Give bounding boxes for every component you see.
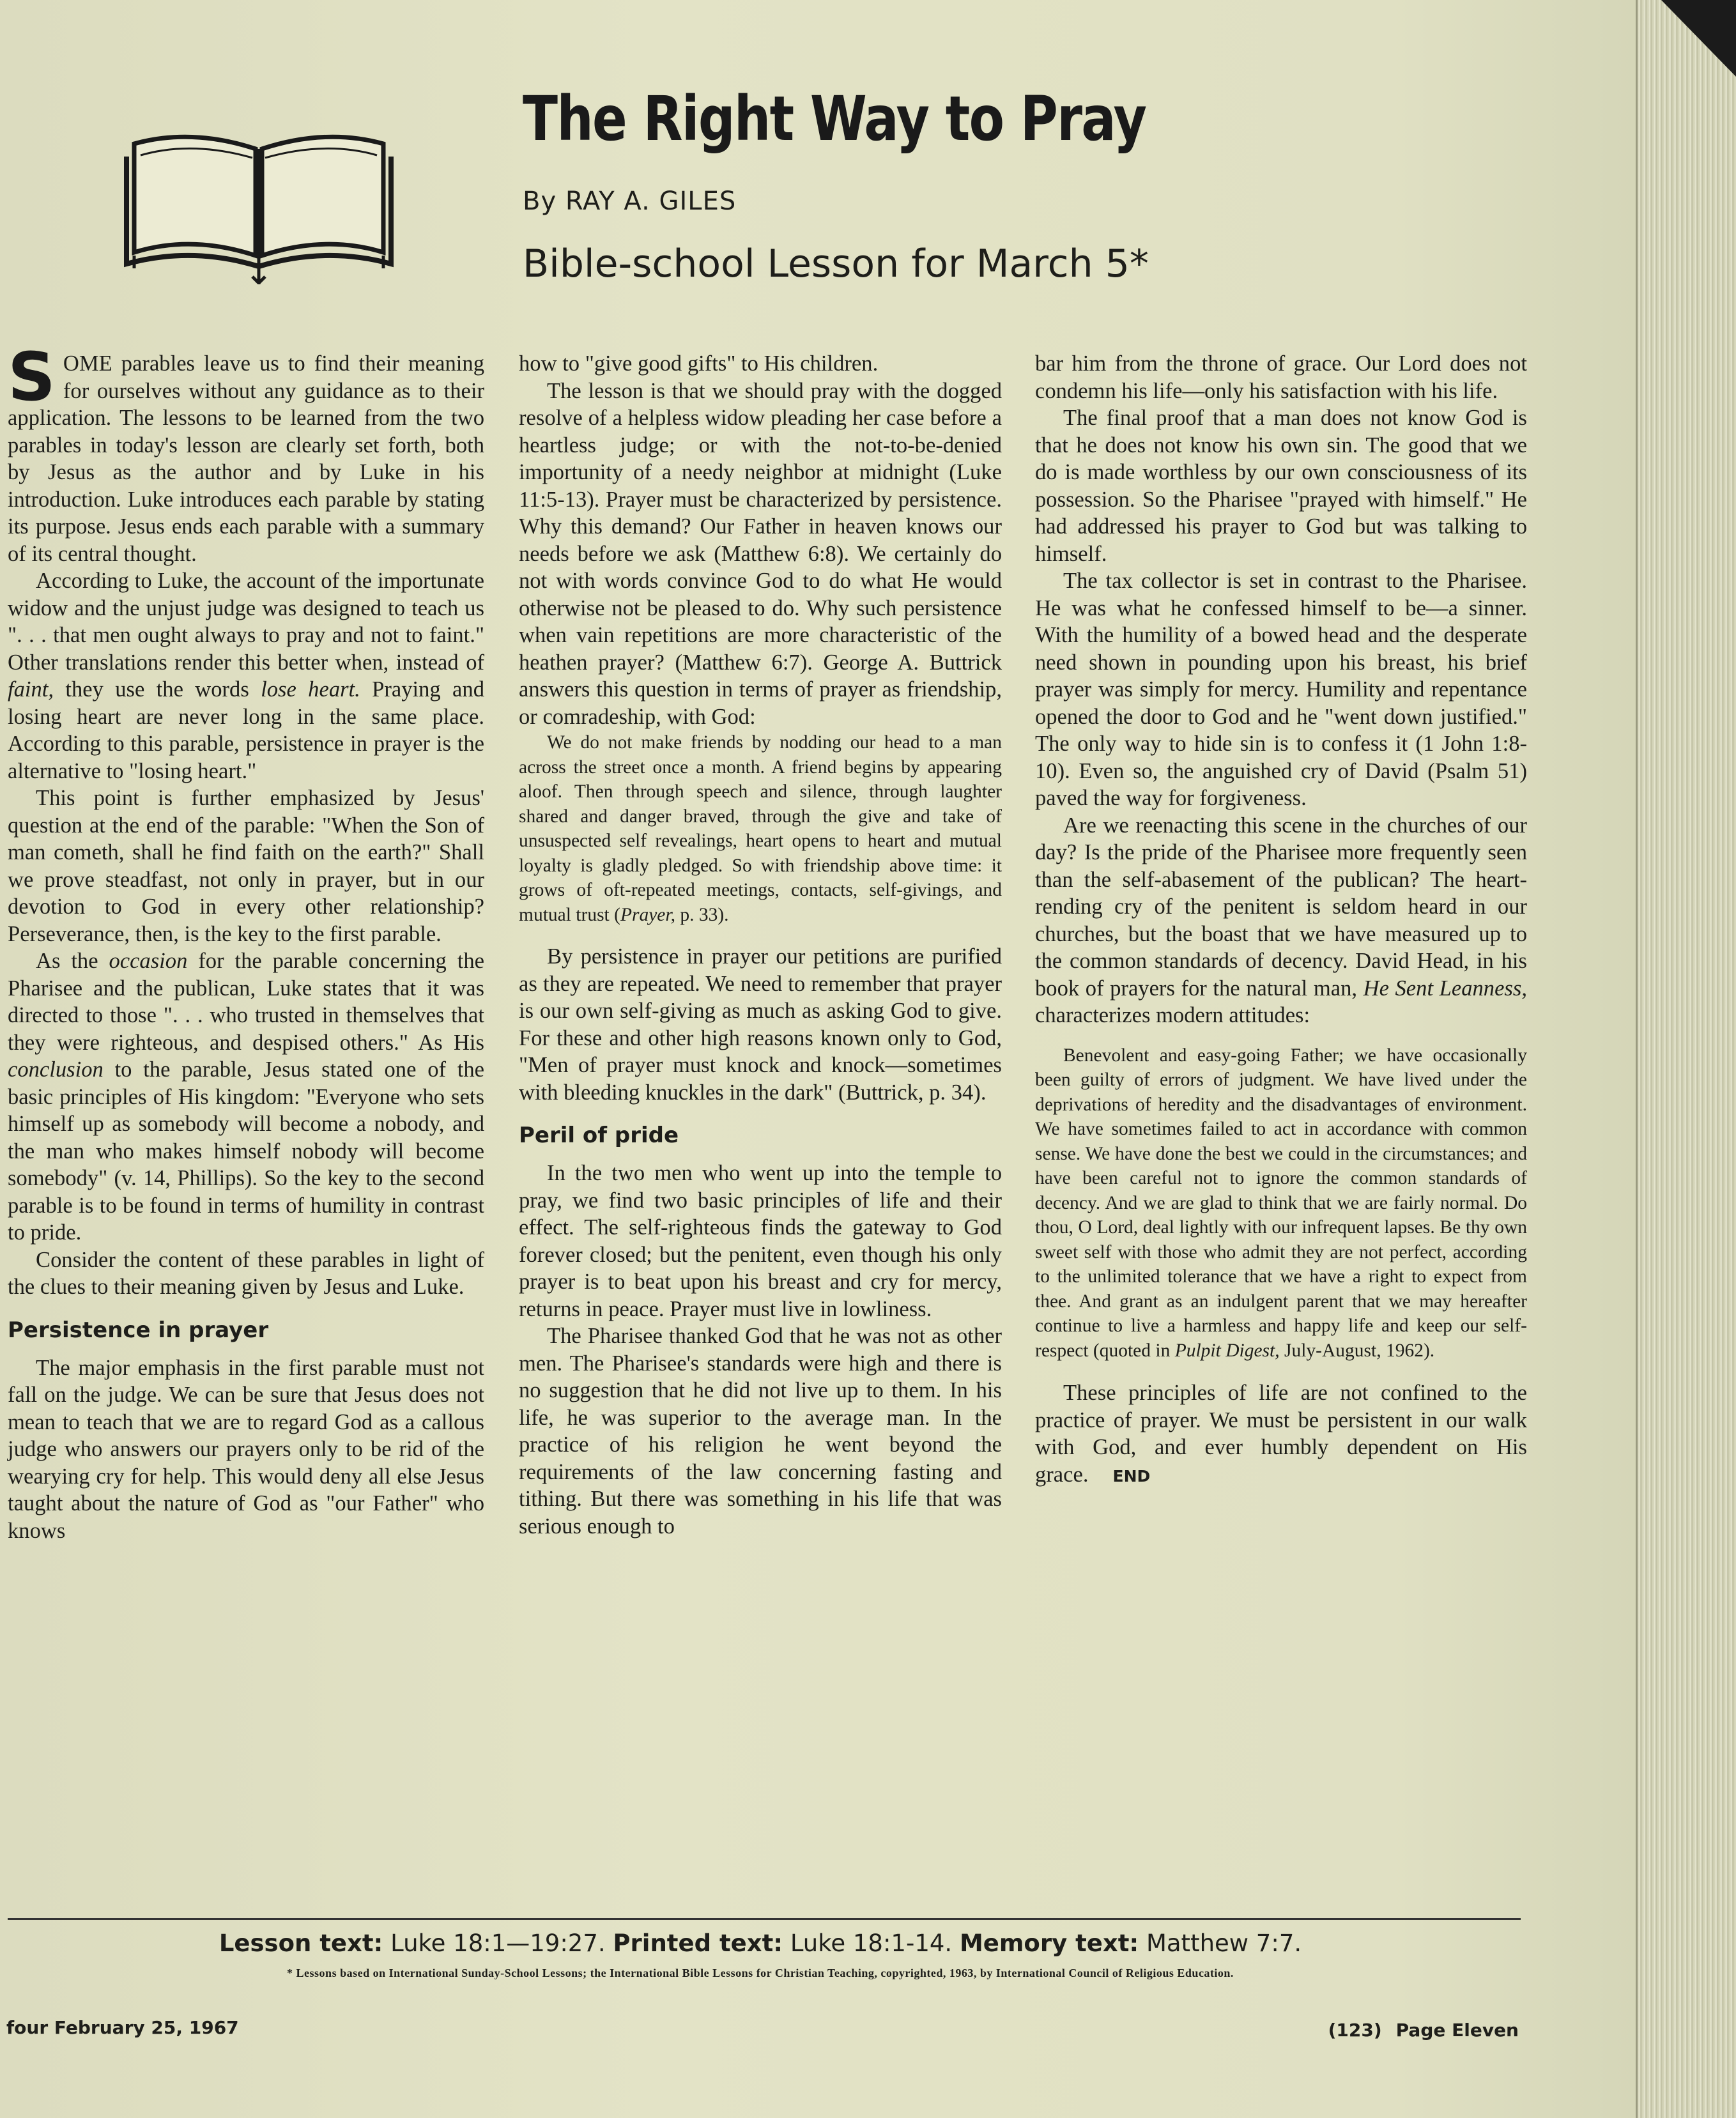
end-mark: END: [1112, 1466, 1151, 1485]
column-one: [8, 338, 484, 1544]
paragraph: The major emphasis in the first parable must not fall on the judge. We can be sure that Jesus does not mean to teach that we are to regard God as a callous judge who answers our prayers only to be rid of the wearying cry for help. This would deny all else Jesus taught about the nature of God as "our Father" who knows: [8, 1355, 484, 1543]
section-heading: Peril of pride: [519, 1123, 679, 1148]
paragraph: The Pharisee thanked God that he was not as other men. The Pharisee's standards were high and there is no suggestion that he did not live up to them. In his life, he was superior to the average man. In the practice of his religion he went beyond the requirements of the law concerning fasting and tithing. But there was something in his life that was serious enough to: [519, 1324, 1002, 1539]
byline: By RAY A. GILES: [523, 187, 737, 216]
paragraph: how to "give good gifts" to His children.: [519, 351, 879, 376]
block-quote: Benevolent and easy-going Father; we have occasionally been guilty of errors of judgment. We have lived under the deprivations of heredity and the disadvantages of environment. We have sometimes failed to act in accordance with common sense. We have done the best we could in the circumstances; and have been careful not to ignore the common standards of decency. And we are glad to think that we are fairly normal. Do thou, O Lord, deal lightly with our infrequent lapses. Be thy own sweet self with those who admit they are not perfect, according to the unlimited tolerance that we have a right to expect from thee. And grant as an indulgent parent that we may hereafter continue to live a harmless and happy life and keep our self-respect (quoted in Pulpit Digest, July-August, 1962).: [1035, 1045, 1527, 1361]
paragraph: This point is further emphasized by Jesus' question at the end of the parable: "When the Son of man cometh, shall he find faith on the earth?" Shall we prove steadfast, not only in prayer, but in our devotion to God in every other relationship? Perseverance, then, is the key to the first parable.: [8, 786, 484, 946]
paragraph: The lesson is that we should pray with the dogged resolve of a helpless widow pleading her case before a heartless judge; or with the not-to-be-denied importunity of a needy neighbor at midnight (Luke 11:5-13). Prayer must be characterized by persistence. Why this demand? Our Father in heaven knows our needs before we ask (Matthew 6:8). We certainly do not with words convince God to do what He would otherwise not be pleased to do. Why such persistence when vain repetitions are more characteristic of the heathen prayer? (Matthew 6:7). George A. Buttrick answers this question in terms of prayer as friendship, or comradeship, with God:: [519, 378, 1002, 729]
lesson-texts-line: Lesson text: Luke 18:1—19:27. Printed text: Luke 18:1-14. Memory text: Matthew 7:7.: [219, 1930, 1302, 1957]
lesson-heading: Bible-school Lesson for March 5*: [523, 242, 1149, 286]
paragraph: bar him from the throne of grace. Our Lord does not condemn his life—only his satisfaction with his life.: [1035, 351, 1527, 403]
block-quote: We do not make friends by nodding our head to a man across the street once a month. A friend begins by appearing aloof. Then through speech and silence, through laughter shared and danger braved, through the give and take of unsuspected self revealings, heart opens to heart and mutual loyalty is gladly pledged. So with friendship above time: it grows of oft-repeated meetings, contacts, self-givings, and mutual trust (Prayer, p. 33).: [519, 732, 1002, 925]
issue-date: four February 25, 1967: [6, 2017, 239, 2038]
footer-rule: [8, 1918, 1521, 1920]
paragraph: In the two men who went up into the temple to pray, we find two basic principles of life and their effect. The self-righteous finds the gateway to God forever closed; but the penitent, even though his only prayer is to beat upon his breast and cry for mercy, returns in peace. Prayer must live in lowliness.: [519, 1161, 1002, 1321]
drop-cap: S: [8, 338, 56, 416]
page-edge-stack: [1636, 0, 1736, 2118]
column-two: [519, 350, 1002, 1540]
paragraph: The tax collector is set in contrast to the Pharisee. He was what he confessed himself to be—a sinner. With the humility of a bowed head and the desperate need shown in pounding upon his breast, his brief prayer was simply for mercy. Humility and repentance opened the door to God and he "went down justified." The only way to hide sin is to confess it (1 John 1:8-10). Even so, the anguished cry of David (Psalm 51) paved the way for forgiveness.: [1035, 569, 1527, 810]
footnote: * Lessons based on International Sunday-School Lessons; the International Bible Lessons for Christian Teaching, copyrighted, 1963, by International Council of Religious Education.: [287, 1967, 1234, 1979]
paragraph: These principles of life are not confined to the practice of prayer. We must be persistent in our walk with God, and ever humbly dependent on His grace. END: [1035, 1381, 1527, 1487]
section-heading: Persistence in prayer: [8, 1317, 269, 1343]
column-three: [1035, 350, 1527, 1490]
open-bible-icon: [121, 125, 396, 284]
paragraph: By persistence in prayer our petitions are purified as they are repeated. We need to remember that prayer is our own self-giving as much as asking God to give. For these and other high reasons known only to God, "Men of prayer must knock and knock—sometimes with bleeding knuckles in the dark" (Buttrick, p. 34).: [519, 944, 1002, 1105]
paragraph: Consider the content of these parables in light of the clues to their meaning given by Jesus and Luke.: [8, 1247, 484, 1299]
paragraph: The final proof that a man does not know God is that he does not know his own sin. The good that we do is made worthless by our own consciousness of its possession. So the Pharisee "prayed with himself." He had addressed his prayer to God but was talking to himself.: [1035, 406, 1527, 566]
paragraph: As the occasion for the parable concerning the Pharisee and the publican, Luke states that it was directed to those ". . . who trusted in themselves that they were righteous, and despised others." As His conclusion to the parable, Jesus stated one of the basic principles of His kingdom: "Everyone who sets himself up as somebody will become a nobody, and the man who makes himself nobody will become somebody" (v. 14, Phillips). So the key to the second parable is to be found in terms of humility in contrast to pride.: [8, 949, 484, 1245]
intro-paragraph: SOME parables leave us to find their meaning for ourselves without any guidance as to their application. The lessons to be learned from the two parables in today's lesson are clearly set forth, both by Jesus as the author and by Luke in his introduction. Luke introduces each parable by stating its purpose. Jesus ends each parable with a summary of its central thought.: [8, 338, 484, 566]
page-number: (123) Page Eleven: [1328, 2020, 1519, 2041]
paragraph: Are we reenacting this scene in the churches of our day? Is the pride of the Pharisee more frequently seen than the self-abasement of the publican? The heart-rending cry of the penitent is seldom heard in our churches, but the boast that we have measured up to the common standards of decency. David Head, in his book of prayers for the natural man, He Sent Leanness, characterizes modern attitudes:: [1035, 813, 1527, 1027]
paragraph: According to Luke, the account of the importunate widow and the unjust judge was designed to teach us ". . . that men ought always to pray and not to faint." Other translations render this better when, instead of faint, they use the words lose heart. Praying and losing heart are never long in the same place. According to this parable, persistence in prayer is the alternative to "losing heart.": [8, 569, 484, 783]
article-title: The Right Way to Pray: [523, 83, 1146, 155]
